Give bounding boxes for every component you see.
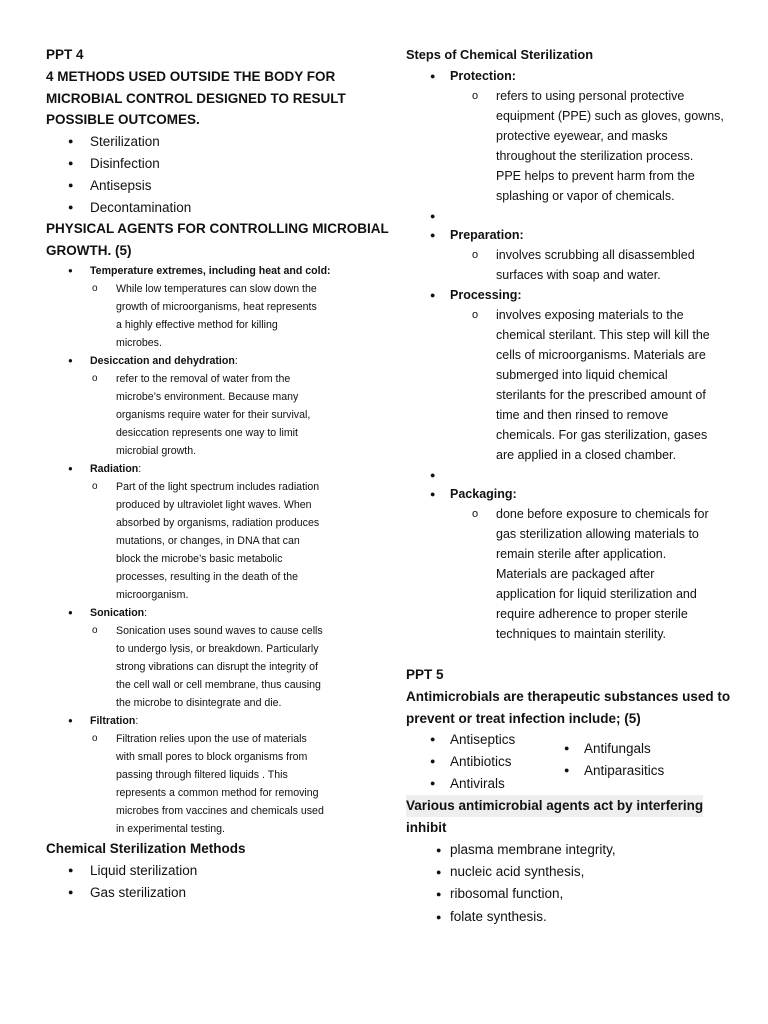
agent-title: Temperature extremes, including heat and cold: [90, 264, 331, 277]
chemical-methods-heading: Chemical Sterilization Methods [46, 840, 246, 856]
list-item: ● Antibiotics [406, 751, 515, 773]
physical-agents-list [46, 460, 376, 478]
chemical-methods-list [46, 860, 376, 904]
agent-title: Desiccation and dehydration [90, 354, 235, 367]
antimicrobials-heading-line-2: prevent or treat infection include; (5) [406, 710, 641, 726]
step-description: o involves exposing materials to the chemical sterilant. This step will kill the cells of microorganisms. Materials are submerged into liquid chemical sterilants for the prescribed amount of time and then rinsed to remove chemicals. For gas sterilization, gases are applied in a closed chamber. [472, 305, 746, 465]
step-desc-list [472, 245, 746, 285]
agent-description: o refer to the removal of water from the microbe’s environment. Because many organisms require water for their survival, desiccation represents one way to limit microbial growth. [92, 370, 376, 460]
agent-title-suffix: : [138, 462, 142, 475]
physical-agents-list [46, 712, 376, 730]
agent-description: o Part of the light spectrum includes radiation produced by ultraviolet light waves. When absorbed by organisms, radiation produces mutations, or changes, in DNA that can block the microbe’s basic metabolic processes, resulting in the death of the microorganism. [92, 478, 376, 604]
agent-title-suffix: : [135, 714, 139, 727]
agent-item-radiation [46, 460, 376, 478]
spacer [406, 206, 746, 225]
step-title: Processing: [450, 288, 522, 302]
agent-desc-list [92, 622, 376, 712]
agent-title: Radiation [90, 462, 139, 475]
agent-item-filtration [46, 712, 376, 730]
agent-description: o Filtration relies upon the use of materials with small pores to block organisms from passing through filtered liquids . This represents a common method for removing microbes from vaccines and chemicals used in experimental testing. [92, 730, 376, 838]
agent-item-desiccation [46, 352, 376, 370]
agents-heading-line-1: Various antimicrobial agents act by interfering [406, 795, 703, 817]
list-item: ● Antiparasitics [540, 760, 664, 782]
list-item: ● Disinfection [46, 153, 376, 175]
agent-item-sonication [46, 604, 376, 622]
list-item: ● Gas sterilization [46, 882, 376, 904]
physical-agents-heading-line-2: GROWTH. (5) [46, 243, 132, 259]
list-item: ● plasma membrane integrity, [406, 839, 746, 861]
agent-title: Sonication [90, 606, 145, 619]
list-item: ● Antivirals [406, 773, 515, 795]
step-desc-list [472, 86, 746, 206]
antimicrobials-list-col2 [540, 738, 664, 782]
physical-agents-heading-line-1: PHYSICAL AGENTS FOR CONTROLLING MICROBIAL [46, 221, 389, 237]
list-item: ● Antifungals [540, 738, 664, 760]
agent-desc-list [92, 280, 376, 352]
agent-description: o Sonication uses sound waves to cause cells to undergo lysis, or breakdown. Particularly strong vibrations can disrupt the integrity of the cell wall or cell membrane, thus causing the microbe to disintegrate and die. [92, 622, 376, 712]
step-title: Packaging: [450, 487, 517, 501]
step-item-packaging [406, 484, 746, 644]
list-item: ● Antisepsis [46, 175, 376, 197]
steps-list [406, 66, 746, 644]
list-item: ● ribosomal function, [406, 883, 746, 905]
step-desc-list [472, 504, 746, 644]
mechanisms-list [406, 839, 746, 928]
methods-heading-line-2: MICROBIAL CONTROL DESIGNED TO RESULT [46, 90, 346, 106]
step-title: Preparation: [450, 228, 524, 242]
ppt4-label: PPT 4 [46, 47, 84, 62]
right-column [406, 44, 746, 928]
list-item: ● Sterilization [46, 131, 376, 153]
step-item-protection [406, 66, 746, 206]
step-item-preparation [406, 225, 746, 285]
antimicrobials-heading-line-1: Antimicrobials are therapeutic substances used to [406, 688, 731, 704]
methods-heading-line-1: 4 METHODS USED OUTSIDE THE BODY FOR [46, 68, 336, 84]
agent-desc-list [92, 370, 376, 460]
ppt5-label: PPT 5 [406, 667, 444, 682]
spacer [406, 644, 746, 664]
step-description: o involves scrubbing all disassembled surfaces with soap and water. [472, 245, 746, 285]
physical-agents-list [46, 352, 376, 370]
spacer [406, 465, 746, 484]
agents-heading-line-2: inhibit [406, 820, 447, 836]
agent-desc-list [92, 730, 376, 838]
list-item: ● Antiseptics [406, 729, 515, 751]
list-item: ● Decontamination [46, 197, 376, 219]
step-item-processing [406, 285, 746, 465]
step-description: o done before exposure to chemicals for gas sterilization allowing materials to remain sterile after application. Materials are packaged after application for liquid sterilization and require adherence to proper sterile techniques to maintain sterility. [472, 504, 746, 644]
methods-heading-line-3: POSSIBLE OUTCOMES. [46, 112, 200, 128]
methods-list [46, 131, 376, 218]
agent-item-temperature [46, 262, 376, 280]
step-desc-list [472, 305, 746, 465]
list-item: ● nucleic acid synthesis, [406, 861, 746, 883]
agent-title-suffix: : [144, 606, 148, 619]
list-item: ● folate synthesis. [406, 906, 746, 928]
agent-title: Filtration [90, 714, 136, 727]
physical-agents-list [46, 262, 376, 280]
agent-description: o While low temperatures can slow down the growth of microorganisms, heat represents a highly effective method for killing microbes. [92, 280, 376, 352]
step-description: o refers to using personal protective equipment (PPE) such as gloves, gowns, protective eyewear, and masks throughout the sterilization process. PPE helps to prevent harm from the splashing or vapor of chemicals. [472, 86, 746, 206]
agent-title-suffix: : [234, 354, 238, 367]
steps-heading: Steps of Chemical Sterilization [406, 47, 594, 62]
step-title: Protection: [450, 69, 516, 83]
left-column [46, 44, 389, 903]
list-item: ● Liquid sterilization [46, 860, 376, 882]
antimicrobials-lists [406, 729, 746, 795]
agent-desc-list [92, 478, 376, 604]
antimicrobials-list-col1 [406, 729, 515, 794]
physical-agents-list [46, 604, 376, 622]
